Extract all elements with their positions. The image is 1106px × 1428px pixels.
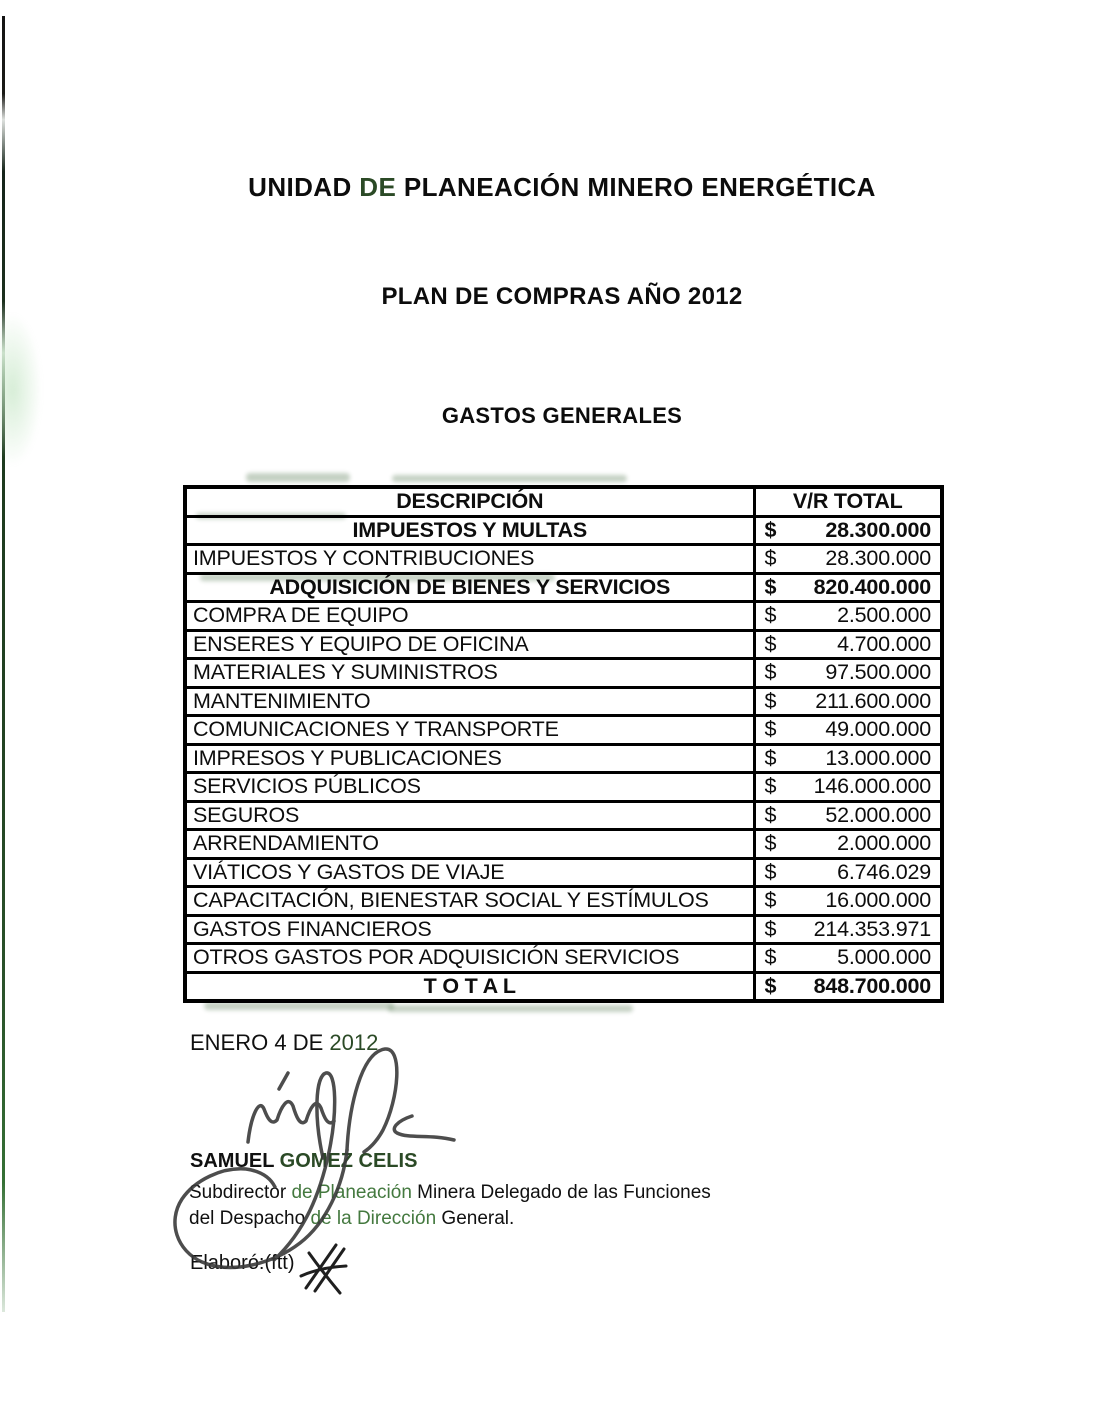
table-row: [185, 915, 942, 944]
section-title: GASTOS GENERALES: [441, 403, 683, 428]
currency-symbol: $: [764, 603, 777, 628]
table-row: [185, 858, 942, 887]
row-value-cell: [754, 944, 942, 973]
row-desc: OTROS GASTOS POR ADQUISICIÓN SERVICIOS: [185, 944, 754, 973]
row-desc: ENSERES Y EQUIPO DE OFICINA: [185, 630, 754, 659]
row-value: 49.000.000: [825, 717, 931, 742]
row-value-cell: [754, 573, 942, 602]
date-segment-green: 2012: [329, 1030, 379, 1055]
name-segment-green: GOMEZ CELIS: [279, 1150, 418, 1172]
currency-symbol: $: [764, 973, 777, 998]
row-desc: IMPRESOS Y PUBLICACIONES: [185, 744, 754, 773]
document-subtitle: PLAN DE COMPRAS AÑO 2012: [381, 283, 743, 310]
table-row: [185, 801, 942, 830]
currency-symbol: $: [764, 717, 777, 742]
row-value: 820.400.000: [813, 574, 931, 599]
row-value-cell: [754, 972, 942, 1001]
row-value-cell: [754, 887, 942, 916]
currency-symbol: $: [764, 888, 777, 913]
table-row: [185, 602, 942, 631]
scan-edge-line: [2, 16, 5, 1312]
row-desc: IMPUESTOS Y CONTRIBUCIONES: [185, 545, 754, 574]
row-desc: MATERIALES Y SUMINISTROS: [185, 659, 754, 688]
role-segment: Minera Delegado de las Funciones: [417, 1182, 711, 1203]
row-desc: SEGUROS: [185, 801, 754, 830]
table-row: [185, 545, 942, 574]
title-segment: UNIDAD: [248, 172, 360, 202]
row-value: 2.000.000: [837, 831, 931, 856]
role-segment: General.: [441, 1208, 515, 1229]
row-value: 52.000.000: [825, 802, 931, 827]
table-row: [185, 516, 942, 545]
document-title: [18, 172, 1106, 203]
currency-symbol: $: [764, 660, 777, 685]
initials-scribble: [294, 1236, 358, 1298]
scan-smudge: [392, 475, 627, 482]
row-value-cell: [754, 744, 942, 773]
scan-smudge: [388, 1005, 633, 1012]
scan-blob: [0, 312, 42, 467]
row-value-cell: [754, 659, 942, 688]
row-value: 97.500.000: [825, 660, 931, 685]
row-value: 28.300.000: [825, 517, 931, 542]
row-value-cell: [754, 915, 942, 944]
row-desc: CAPACITACIÓN, BIENESTAR SOCIAL Y ESTÍMULOS: [185, 887, 754, 916]
row-value: 848.700.000: [813, 973, 931, 998]
currency-symbol: $: [764, 945, 777, 970]
currency-symbol: $: [764, 574, 777, 599]
title-segment-green: DE: [359, 172, 404, 202]
row-value-cell: [754, 773, 942, 802]
role-segment-green: de Planeación: [291, 1182, 418, 1203]
date-segment: ENERO 4 DE: [190, 1030, 330, 1055]
row-value: 214.353.971: [813, 916, 931, 941]
table-row: [185, 744, 942, 773]
table-row: [185, 573, 942, 602]
currency-symbol: $: [764, 916, 777, 941]
role-segment: Subdirector: [189, 1182, 292, 1203]
row-value-cell: [754, 516, 942, 545]
scan-smudge: [204, 1002, 394, 1010]
currency-symbol: $: [764, 859, 777, 884]
row-desc: VIÁTICOS Y GASTOS DE VIAJE: [185, 858, 754, 887]
title-segment: PLANEACIÓN MINERO ENERGÉTICA: [403, 172, 876, 202]
row-value-cell: [754, 602, 942, 631]
row-value: 146.000.000: [813, 774, 931, 799]
row-value-cell: [754, 716, 942, 745]
row-desc: IMPUESTOS Y MULTAS: [185, 516, 754, 545]
role-segment: del Despacho: [189, 1208, 311, 1229]
table-row: [185, 972, 942, 1001]
row-value: 28.300.000: [825, 546, 931, 571]
table-header-row: [185, 487, 942, 516]
row-desc: T O T A L: [185, 972, 754, 1001]
column-header-descripcion: DESCRIPCIÓN: [185, 487, 754, 516]
table-row: [185, 687, 942, 716]
currency-symbol: $: [764, 546, 777, 571]
row-desc: ADQUISICIÓN DE BIENES Y SERVICIOS: [185, 573, 754, 602]
role-segment-green: de la Dirección: [310, 1208, 442, 1229]
currency-symbol: $: [764, 631, 777, 656]
row-value: 2.500.000: [837, 603, 931, 628]
table-row: [185, 830, 942, 859]
row-value: 5.000.000: [837, 945, 931, 970]
row-desc: COMUNICACIONES Y TRANSPORTE: [185, 716, 754, 745]
row-desc: GASTOS FINANCIEROS: [185, 915, 754, 944]
row-desc: MANTENIMIENTO: [185, 687, 754, 716]
row-value-cell: [754, 545, 942, 574]
row-desc: SERVICIOS PÚBLICOS: [185, 773, 754, 802]
currency-symbol: $: [764, 831, 777, 856]
elaboro-label: Elaboró:(ftt): [190, 1252, 295, 1274]
table-row: [185, 773, 942, 802]
currency-symbol: $: [764, 688, 777, 713]
row-desc: COMPRA DE EQUIPO: [185, 602, 754, 631]
expense-table-body: [185, 516, 942, 1001]
currency-symbol: $: [764, 745, 777, 770]
table-row: [185, 944, 942, 973]
row-value-cell: [754, 801, 942, 830]
table-row: [185, 716, 942, 745]
name-segment: SAMUEL: [190, 1150, 280, 1172]
row-value: 16.000.000: [825, 888, 931, 913]
row-value-cell: [754, 630, 942, 659]
row-value-cell: [754, 687, 942, 716]
currency-symbol: $: [764, 802, 777, 827]
table-row: [185, 887, 942, 916]
currency-symbol: $: [764, 774, 777, 799]
currency-symbol: $: [764, 517, 777, 542]
row-value: 6.746.029: [837, 859, 931, 884]
row-value-cell: [754, 830, 942, 859]
table-row: [185, 630, 942, 659]
row-desc: ARRENDAMIENTO: [185, 830, 754, 859]
row-value: 211.600.000: [815, 688, 931, 713]
scan-smudge: [246, 473, 350, 482]
row-value-cell: [754, 858, 942, 887]
row-value: 4.700.000: [837, 631, 931, 656]
column-header-vr-total: V/R TOTAL: [754, 487, 942, 516]
table-row: [185, 659, 942, 688]
expense-table: [183, 485, 944, 1003]
row-value: 13.000.000: [825, 745, 931, 770]
